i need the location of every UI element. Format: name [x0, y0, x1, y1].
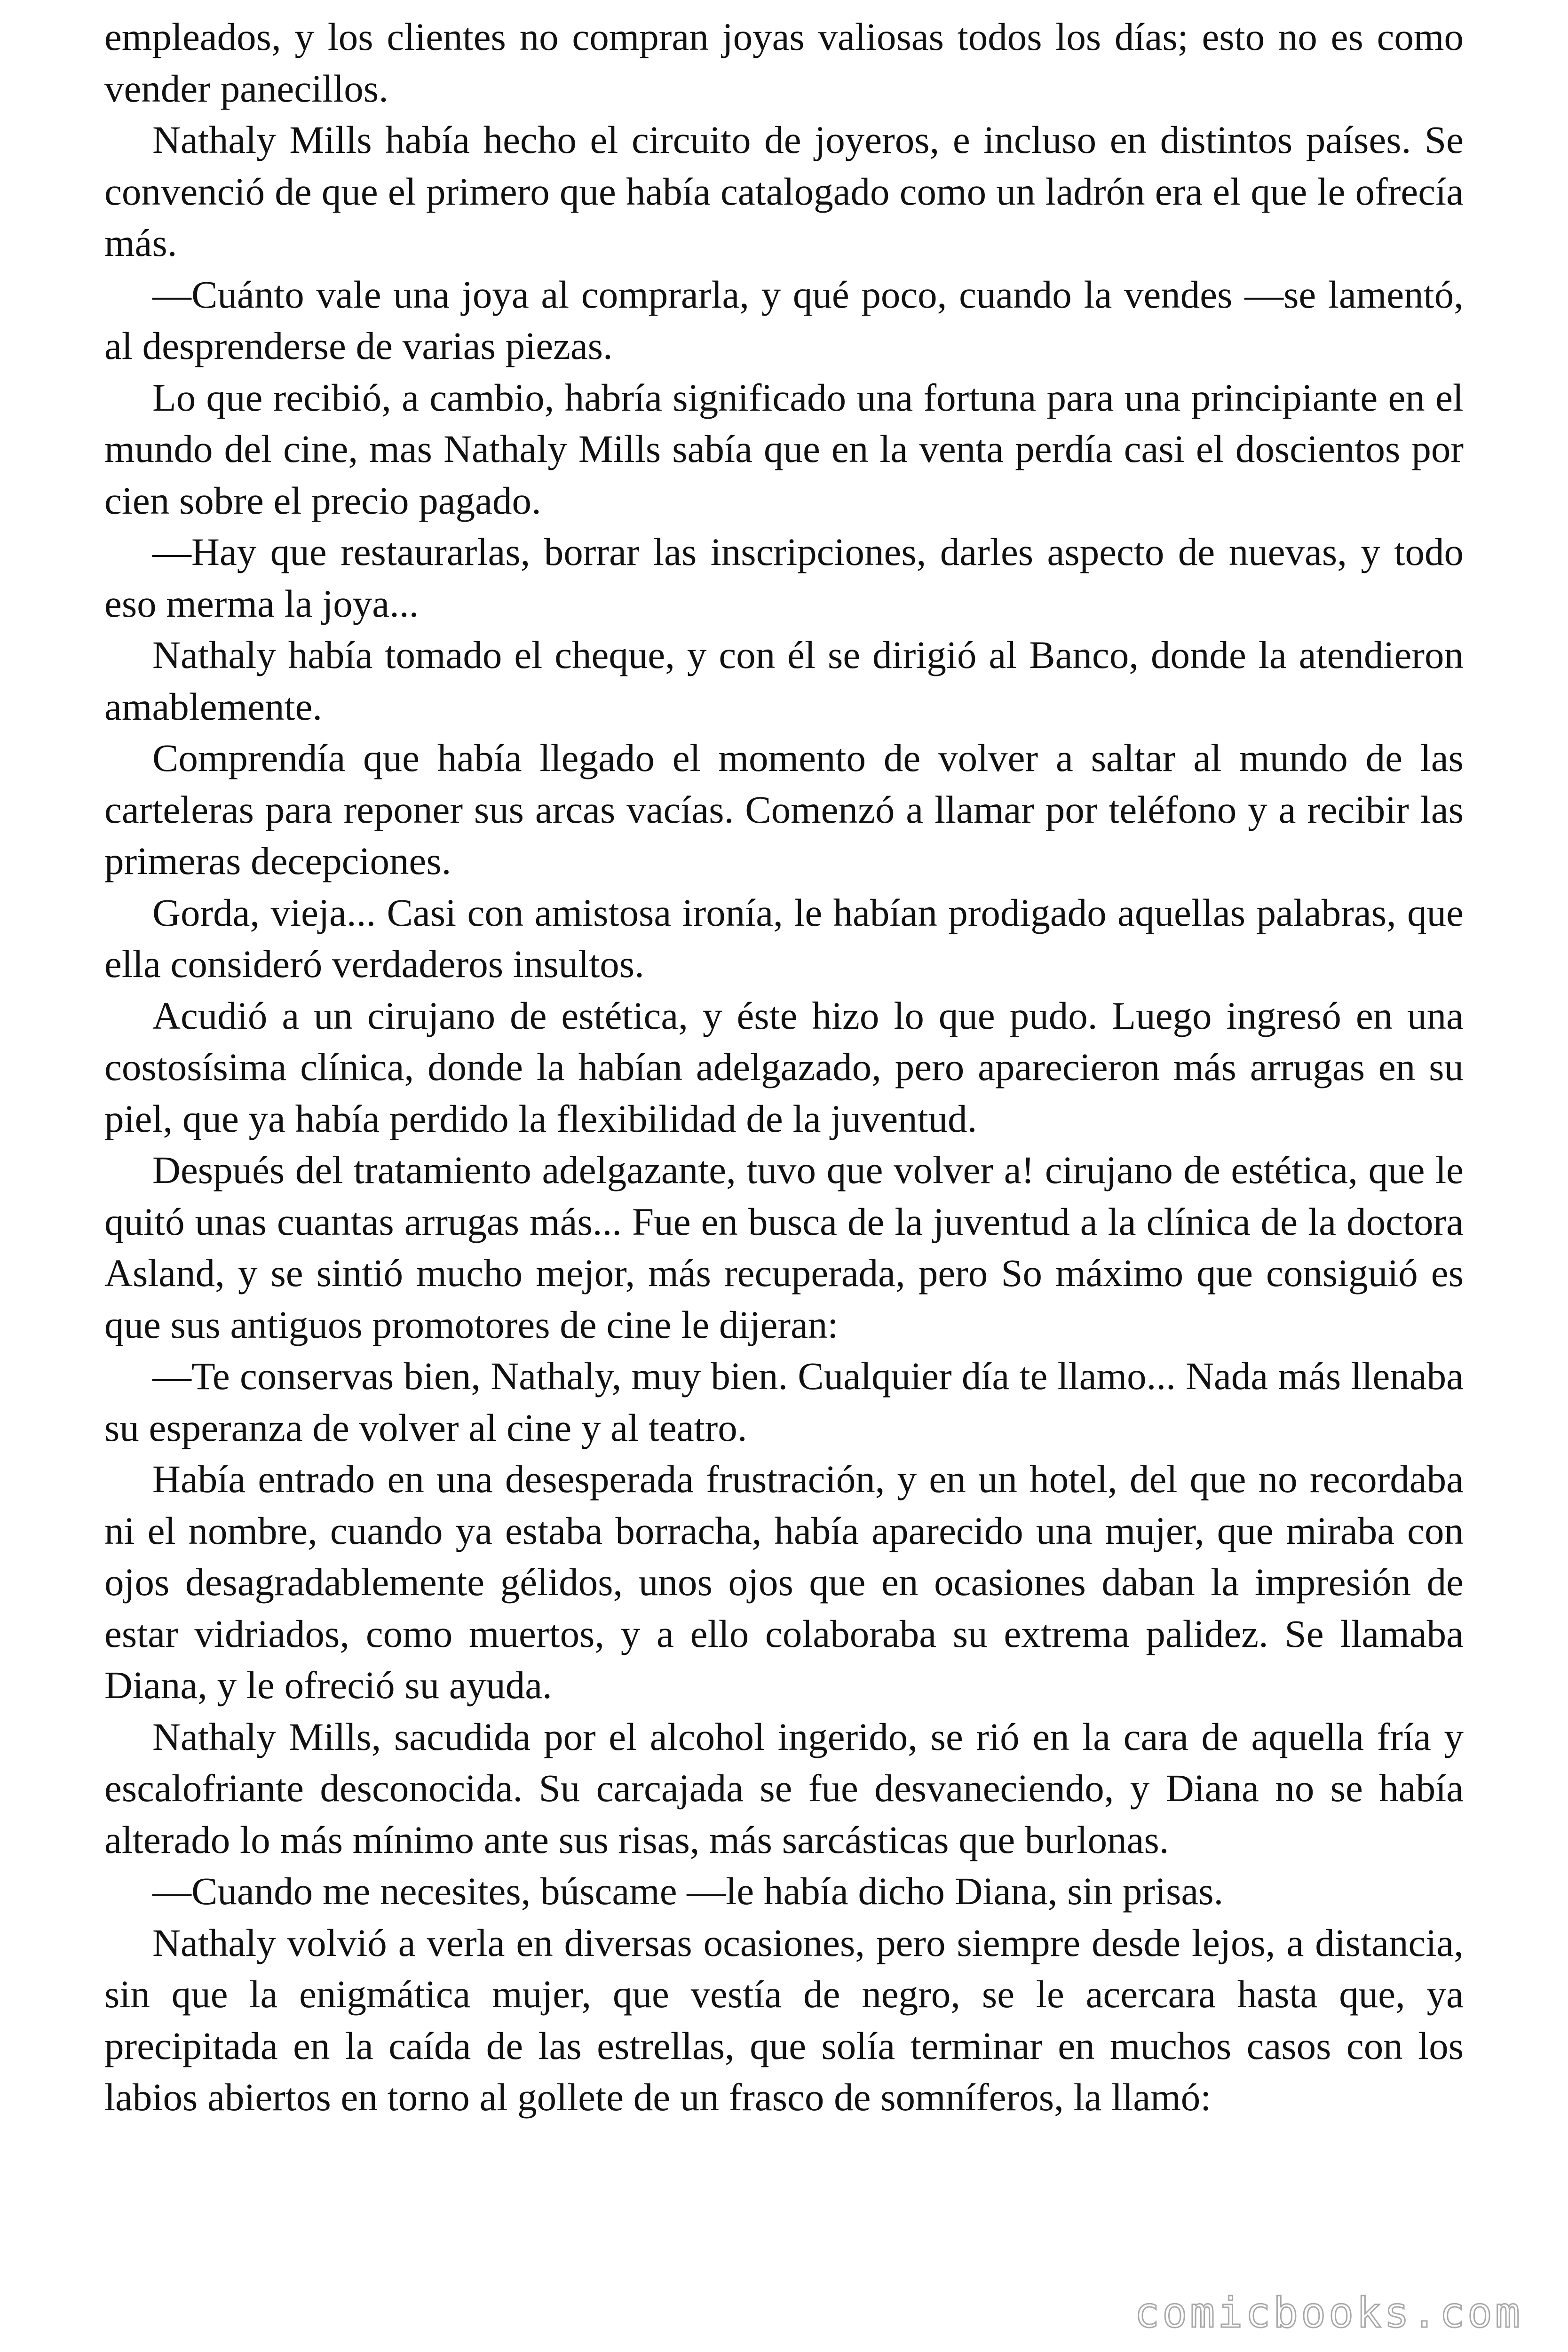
paragraph: Había entrado en una desesperada frustración, y en un hotel, del que no recordaba ni el nombre, cuando ya estaba borracha, había aparecido una mujer, que miraba con ojos desagradablemente gélidos, unos ojos que en ocasiones daban la impresión de estar vidriados, como muertos, y a ello colaboraba su extrema palidez. Se llamaba Diana, y le ofreció su ayuda.	[104, 1457, 1464, 1707]
watermark-text: comicbooks.com	[1134, 2288, 1523, 2337]
paragraph: —Cuando me necesites, búscame —le había dicho Diana, sin prisas.	[152, 1869, 1224, 1913]
paragraph: Gorda, vieja... Casi con amistosa ironía, le habían prodigado aquellas palabras, que ella consideró verdaderos insultos.	[104, 890, 1464, 985]
paragraph: Comprendía que había llegado el momento de volver a saltar al mundo de las carteleras para reponer sus arcas vacías. Comenzó a llamar por teléfono y a recibir las primeras decepciones.	[104, 736, 1464, 882]
paragraph: —Cuánto vale una joya al comprarla, y qué poco, cuando la vendes —se lamentó, al desprenderse de varias piezas.	[104, 272, 1464, 367]
book-page-body	[104, 11, 1464, 2123]
paragraph: Después del tratamiento adelgazante, tuvo que volver a! cirujano de estética, que le quitó unas cuantas arrugas más... Fue en busca de la juventud a la clínica de la doctora Asland, y se sintió mucho mejor, más recuperada, pero So máximo que consiguió es que sus antiguos promotores de cine le dijeran:	[104, 1148, 1464, 1346]
paragraph: Nathaly Mills había hecho el circuito de joyeros, e incluso en distintos países. Se convenció de que el primero que había catalogado como un ladrón era el que le ofrecía más.	[104, 118, 1464, 264]
paragraph: Nathaly había tomado el cheque, y con él se dirigió al Banco, donde la atendieron amablemente.	[104, 633, 1464, 728]
paragraph: empleados, y los clientes no compran joyas valiosas todos los días; esto no es como vender panecillos.	[104, 15, 1464, 110]
paragraph: —Te conservas bien, Nathaly, muy bien. Cualquier día te llamo... Nada más llenaba su esperanza de volver al cine y al teatro.	[104, 1354, 1464, 1449]
paragraph: Lo que recibió, a cambio, habría significado una fortuna para una principiante en el mundo del cine, mas Nathaly Mills sabía que en la venta perdía casi el doscientos por cien sobre el precio pagado.	[104, 375, 1464, 522]
paragraph: Acudió a un cirujano de estética, y éste hizo lo que pudo. Luego ingresó en una costosísima clínica, donde la habían adelgazado, pero aparecieron más arrugas en su piel, que ya había perdido la flexibilidad de la juventud.	[104, 993, 1464, 1140]
paragraph: Nathaly Mills, sacudida por el alcohol ingerido, se rió en la cara de aquella fría y escalofriante desconocida. Su carcajada se fue desvaneciendo, y Diana no se había alterado lo más mínimo ante sus risas, más sarcásticas que burlonas.	[104, 1715, 1464, 1861]
paragraph: —Hay que restaurarlas, borrar las inscripciones, darles aspecto de nuevas, y todo eso merma la joya...	[104, 530, 1464, 625]
paragraph: Nathaly volvió a verla en diversas ocasiones, pero siempre desde lejos, a distancia, sin que la enigmática mujer, que vestía de negro, se le acercara hasta que, ya precipitada en la caída de las estrellas, que solía terminar en muchos casos con los labios abiertos en torno al gollete de un frasco de somníferos, la llamó:	[104, 1921, 1464, 2119]
